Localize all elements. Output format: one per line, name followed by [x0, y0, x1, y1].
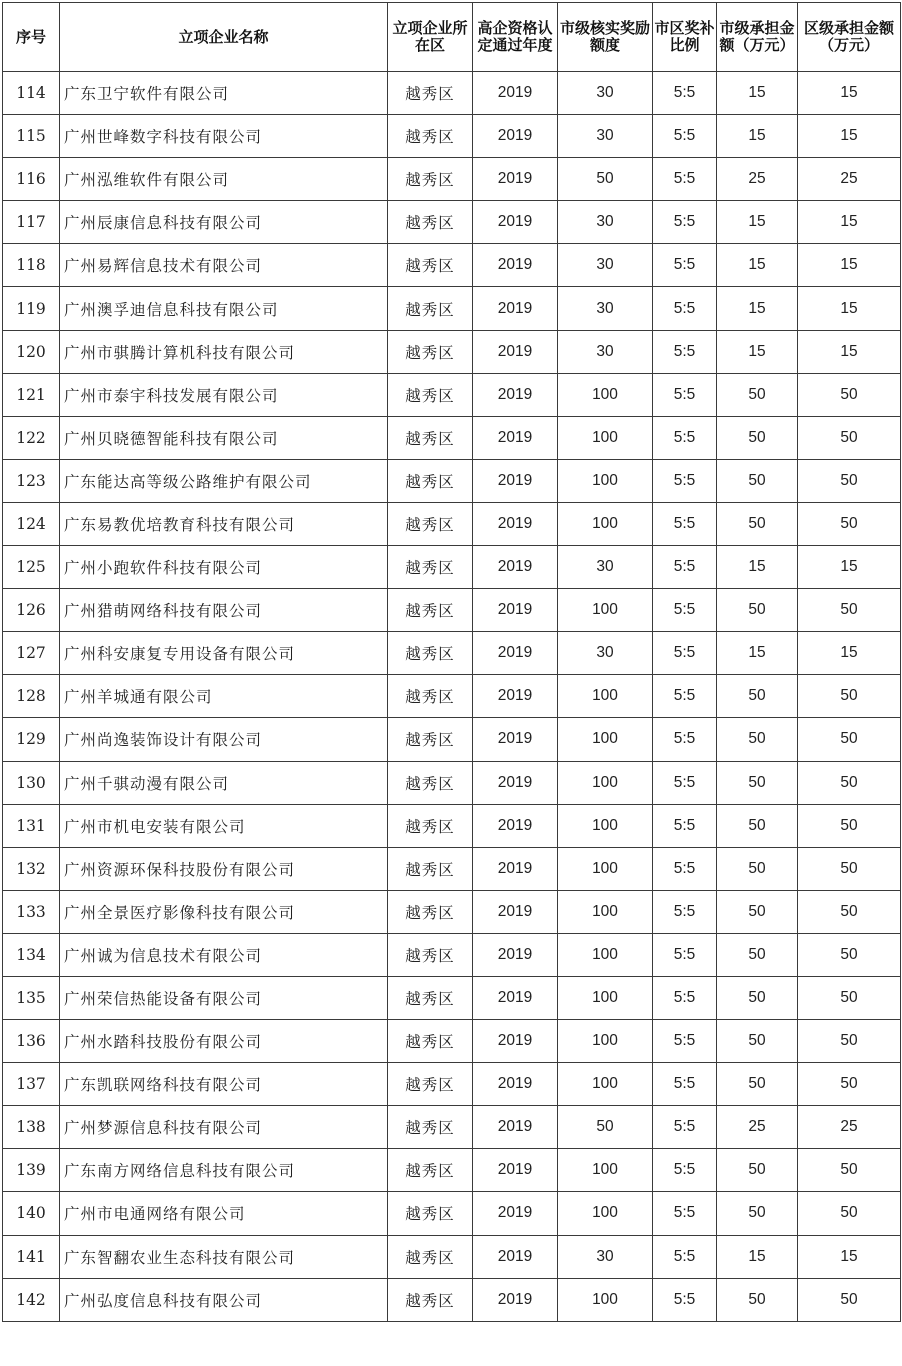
header-ratio: 市区奖补比例 [653, 3, 717, 72]
district-amount-cell: 50 [798, 1278, 901, 1321]
reward-cell: 30 [558, 201, 653, 244]
district-amount-cell: 50 [798, 416, 901, 459]
seq-cell: 132 [3, 847, 60, 890]
city-amount-cell: 15 [717, 72, 798, 115]
seq-cell: 140 [3, 1192, 60, 1235]
city-amount-cell: 15 [717, 287, 798, 330]
year-cell: 2019 [473, 115, 558, 158]
reward-cell: 100 [558, 502, 653, 545]
table-row [3, 804, 901, 847]
district-cell: 越秀区 [388, 416, 473, 459]
year-cell: 2019 [473, 1149, 558, 1192]
district-amount-cell: 50 [798, 718, 901, 761]
reward-cell: 100 [558, 675, 653, 718]
reward-cell: 30 [558, 244, 653, 287]
table-row [3, 115, 901, 158]
city-amount-cell: 50 [717, 589, 798, 632]
ratio-cell: 5:5 [653, 933, 717, 976]
city-amount-cell: 50 [717, 502, 798, 545]
ratio-cell: 5:5 [653, 1020, 717, 1063]
seq-cell: 118 [3, 244, 60, 287]
company-name-cell: 广东易教优培教育科技有限公司 [60, 502, 388, 545]
company-name-cell: 广东卫宁软件有限公司 [60, 72, 388, 115]
table-row [3, 546, 901, 589]
city-amount-cell: 50 [717, 416, 798, 459]
district-amount-cell: 50 [798, 761, 901, 804]
year-cell: 2019 [473, 675, 558, 718]
district-amount-cell: 50 [798, 589, 901, 632]
reward-cell: 30 [558, 115, 653, 158]
district-cell: 越秀区 [388, 847, 473, 890]
district-cell: 越秀区 [388, 1149, 473, 1192]
company-name-cell: 广州小跑软件科技有限公司 [60, 546, 388, 589]
company-name-cell: 广州全景医疗影像科技有限公司 [60, 890, 388, 933]
year-cell: 2019 [473, 1106, 558, 1149]
table-header [3, 3, 901, 72]
district-amount-cell: 50 [798, 1192, 901, 1235]
company-name-cell: 广州诚为信息技术有限公司 [60, 933, 388, 976]
table-row [3, 761, 901, 804]
city-amount-cell: 15 [717, 244, 798, 287]
table-row [3, 847, 901, 890]
district-cell: 越秀区 [388, 890, 473, 933]
district-cell: 越秀区 [388, 718, 473, 761]
reward-cell: 100 [558, 890, 653, 933]
table-row [3, 244, 901, 287]
district-cell: 越秀区 [388, 804, 473, 847]
table-row [3, 718, 901, 761]
ratio-cell: 5:5 [653, 201, 717, 244]
reward-cell: 100 [558, 1278, 653, 1321]
district-amount-cell: 50 [798, 502, 901, 545]
year-cell: 2019 [473, 287, 558, 330]
district-cell: 越秀区 [388, 1020, 473, 1063]
table-row [3, 1106, 901, 1149]
table-row [3, 1278, 901, 1321]
company-name-cell: 广州弘度信息科技有限公司 [60, 1278, 388, 1321]
seq-cell: 117 [3, 201, 60, 244]
district-amount-cell: 50 [798, 373, 901, 416]
company-name-cell: 广东能达高等级公路维护有限公司 [60, 459, 388, 502]
seq-cell: 115 [3, 115, 60, 158]
year-cell: 2019 [473, 416, 558, 459]
year-cell: 2019 [473, 933, 558, 976]
company-name-cell: 广州羊城通有限公司 [60, 675, 388, 718]
reward-cell: 100 [558, 847, 653, 890]
header-district-amount: 区级承担金额（万元） [798, 3, 901, 72]
city-amount-cell: 25 [717, 1106, 798, 1149]
city-amount-cell: 50 [717, 933, 798, 976]
reward-cell: 100 [558, 459, 653, 502]
district-cell: 越秀区 [388, 115, 473, 158]
year-cell: 2019 [473, 546, 558, 589]
table-row [3, 502, 901, 545]
district-cell: 越秀区 [388, 589, 473, 632]
reward-cell: 100 [558, 933, 653, 976]
year-cell: 2019 [473, 1235, 558, 1278]
table-row [3, 287, 901, 330]
district-cell: 越秀区 [388, 1278, 473, 1321]
city-amount-cell: 50 [717, 1149, 798, 1192]
seq-cell: 120 [3, 330, 60, 373]
table-row [3, 72, 901, 115]
district-amount-cell: 50 [798, 675, 901, 718]
company-name-cell: 广州易辉信息技术有限公司 [60, 244, 388, 287]
city-amount-cell: 50 [717, 847, 798, 890]
ratio-cell: 5:5 [653, 718, 717, 761]
district-amount-cell: 50 [798, 890, 901, 933]
district-amount-cell: 50 [798, 1063, 901, 1106]
reward-cell: 100 [558, 416, 653, 459]
district-cell: 越秀区 [388, 459, 473, 502]
seq-cell: 128 [3, 675, 60, 718]
company-name-cell: 广州猎萌网络科技有限公司 [60, 589, 388, 632]
year-cell: 2019 [473, 201, 558, 244]
district-cell: 越秀区 [388, 373, 473, 416]
table-row [3, 1192, 901, 1235]
reward-cell: 100 [558, 589, 653, 632]
table-row [3, 416, 901, 459]
ratio-cell: 5:5 [653, 1063, 717, 1106]
company-name-cell: 广东智翻农业生态科技有限公司 [60, 1235, 388, 1278]
city-amount-cell: 50 [717, 1192, 798, 1235]
header-city-amount: 市级承担金额（万元） [717, 3, 798, 72]
district-cell: 越秀区 [388, 632, 473, 675]
district-amount-cell: 15 [798, 201, 901, 244]
district-cell: 越秀区 [388, 976, 473, 1019]
ratio-cell: 5:5 [653, 1278, 717, 1321]
year-cell: 2019 [473, 718, 558, 761]
seq-cell: 129 [3, 718, 60, 761]
table-row [3, 1063, 901, 1106]
ratio-cell: 5:5 [653, 804, 717, 847]
city-amount-cell: 50 [717, 1020, 798, 1063]
district-amount-cell: 15 [798, 632, 901, 675]
district-cell: 越秀区 [388, 1106, 473, 1149]
year-cell: 2019 [473, 459, 558, 502]
seq-cell: 116 [3, 158, 60, 201]
year-cell: 2019 [473, 502, 558, 545]
district-cell: 越秀区 [388, 502, 473, 545]
table-row [3, 1235, 901, 1278]
district-cell: 越秀区 [388, 1063, 473, 1106]
district-cell: 越秀区 [388, 330, 473, 373]
district-cell: 越秀区 [388, 1235, 473, 1278]
reward-cell: 100 [558, 1020, 653, 1063]
city-amount-cell: 15 [717, 330, 798, 373]
ratio-cell: 5:5 [653, 158, 717, 201]
district-cell: 越秀区 [388, 244, 473, 287]
reward-cell: 100 [558, 804, 653, 847]
ratio-cell: 5:5 [653, 847, 717, 890]
company-name-cell: 广州泓维软件有限公司 [60, 158, 388, 201]
company-name-cell: 广州市电通网络有限公司 [60, 1192, 388, 1235]
seq-cell: 141 [3, 1235, 60, 1278]
city-amount-cell: 50 [717, 1063, 798, 1106]
seq-cell: 121 [3, 373, 60, 416]
seq-cell: 135 [3, 976, 60, 1019]
ratio-cell: 5:5 [653, 890, 717, 933]
seq-cell: 122 [3, 416, 60, 459]
year-cell: 2019 [473, 158, 558, 201]
year-cell: 2019 [473, 1278, 558, 1321]
district-amount-cell: 15 [798, 115, 901, 158]
city-amount-cell: 50 [717, 976, 798, 1019]
table-row [3, 1149, 901, 1192]
reward-cell: 100 [558, 373, 653, 416]
company-name-cell: 广东凯联网络科技有限公司 [60, 1063, 388, 1106]
table-row [3, 589, 901, 632]
city-amount-cell: 50 [717, 675, 798, 718]
seq-cell: 136 [3, 1020, 60, 1063]
company-name-cell: 广州荣信热能设备有限公司 [60, 976, 388, 1019]
company-name-cell: 广州市泰宇科技发展有限公司 [60, 373, 388, 416]
table-row [3, 675, 901, 718]
header-company-name: 立项企业名称 [60, 3, 388, 72]
district-amount-cell: 15 [798, 330, 901, 373]
city-amount-cell: 15 [717, 201, 798, 244]
city-amount-cell: 50 [717, 761, 798, 804]
district-amount-cell: 50 [798, 847, 901, 890]
ratio-cell: 5:5 [653, 502, 717, 545]
ratio-cell: 5:5 [653, 416, 717, 459]
year-cell: 2019 [473, 72, 558, 115]
table-row [3, 459, 901, 502]
reward-cell: 100 [558, 718, 653, 761]
district-amount-cell: 15 [798, 1235, 901, 1278]
district-cell: 越秀区 [388, 72, 473, 115]
ratio-cell: 5:5 [653, 330, 717, 373]
reward-cell: 30 [558, 330, 653, 373]
ratio-cell: 5:5 [653, 1235, 717, 1278]
seq-cell: 137 [3, 1063, 60, 1106]
table-row [3, 976, 901, 1019]
reward-cell: 100 [558, 1063, 653, 1106]
reward-cell: 30 [558, 287, 653, 330]
ratio-cell: 5:5 [653, 589, 717, 632]
reward-cell: 30 [558, 546, 653, 589]
table-row [3, 330, 901, 373]
district-amount-cell: 15 [798, 546, 901, 589]
header-district: 立项企业所在区 [388, 3, 473, 72]
table-row [3, 890, 901, 933]
company-name-cell: 广州辰康信息科技有限公司 [60, 201, 388, 244]
city-amount-cell: 50 [717, 1278, 798, 1321]
seq-cell: 134 [3, 933, 60, 976]
district-cell: 越秀区 [388, 546, 473, 589]
city-amount-cell: 50 [717, 890, 798, 933]
reward-cell: 50 [558, 1106, 653, 1149]
district-amount-cell: 25 [798, 1106, 901, 1149]
award-table [2, 2, 901, 1322]
seq-cell: 138 [3, 1106, 60, 1149]
district-amount-cell: 50 [798, 459, 901, 502]
city-amount-cell: 50 [717, 459, 798, 502]
company-name-cell: 广州千骐动漫有限公司 [60, 761, 388, 804]
year-cell: 2019 [473, 244, 558, 287]
year-cell: 2019 [473, 890, 558, 933]
header-seq: 序号 [3, 3, 60, 72]
reward-cell: 100 [558, 976, 653, 1019]
ratio-cell: 5:5 [653, 373, 717, 416]
seq-cell: 139 [3, 1149, 60, 1192]
reward-cell: 30 [558, 1235, 653, 1278]
seq-cell: 142 [3, 1278, 60, 1321]
seq-cell: 114 [3, 72, 60, 115]
seq-cell: 133 [3, 890, 60, 933]
ratio-cell: 5:5 [653, 115, 717, 158]
seq-cell: 123 [3, 459, 60, 502]
table-row [3, 1020, 901, 1063]
district-cell: 越秀区 [388, 287, 473, 330]
seq-cell: 130 [3, 761, 60, 804]
header-certification-year: 高企资格认定通过年度 [473, 3, 558, 72]
district-amount-cell: 50 [798, 933, 901, 976]
table-row [3, 201, 901, 244]
table-row [3, 933, 901, 976]
district-cell: 越秀区 [388, 201, 473, 244]
district-amount-cell: 50 [798, 1149, 901, 1192]
reward-cell: 100 [558, 1192, 653, 1235]
city-amount-cell: 15 [717, 546, 798, 589]
company-name-cell: 广州市机电安装有限公司 [60, 804, 388, 847]
company-name-cell: 广州资源环保科技股份有限公司 [60, 847, 388, 890]
district-amount-cell: 15 [798, 287, 901, 330]
ratio-cell: 5:5 [653, 1192, 717, 1235]
ratio-cell: 5:5 [653, 761, 717, 804]
header-reward-amount: 市级核实奖励额度 [558, 3, 653, 72]
ratio-cell: 5:5 [653, 675, 717, 718]
year-cell: 2019 [473, 1192, 558, 1235]
reward-cell: 100 [558, 1149, 653, 1192]
district-cell: 越秀区 [388, 158, 473, 201]
company-name-cell: 广州尚逸装饰设计有限公司 [60, 718, 388, 761]
district-amount-cell: 15 [798, 244, 901, 287]
seq-cell: 127 [3, 632, 60, 675]
year-cell: 2019 [473, 589, 558, 632]
ratio-cell: 5:5 [653, 244, 717, 287]
city-amount-cell: 15 [717, 1235, 798, 1278]
company-name-cell: 广州澳孚迪信息科技有限公司 [60, 287, 388, 330]
company-name-cell: 广州水踏科技股份有限公司 [60, 1020, 388, 1063]
ratio-cell: 5:5 [653, 459, 717, 502]
district-cell: 越秀区 [388, 761, 473, 804]
ratio-cell: 5:5 [653, 72, 717, 115]
seq-cell: 124 [3, 502, 60, 545]
company-name-cell: 广州贝晓德智能科技有限公司 [60, 416, 388, 459]
table-row [3, 632, 901, 675]
seq-cell: 131 [3, 804, 60, 847]
table-row [3, 158, 901, 201]
ratio-cell: 5:5 [653, 287, 717, 330]
year-cell: 2019 [473, 976, 558, 1019]
district-amount-cell: 50 [798, 804, 901, 847]
reward-cell: 50 [558, 158, 653, 201]
city-amount-cell: 25 [717, 158, 798, 201]
district-amount-cell: 50 [798, 1020, 901, 1063]
year-cell: 2019 [473, 1063, 558, 1106]
company-name-cell: 广州梦源信息科技有限公司 [60, 1106, 388, 1149]
year-cell: 2019 [473, 632, 558, 675]
ratio-cell: 5:5 [653, 546, 717, 589]
district-cell: 越秀区 [388, 933, 473, 976]
ratio-cell: 5:5 [653, 1106, 717, 1149]
district-cell: 越秀区 [388, 1192, 473, 1235]
company-name-cell: 广东南方网络信息科技有限公司 [60, 1149, 388, 1192]
company-name-cell: 广州世峰数字科技有限公司 [60, 115, 388, 158]
year-cell: 2019 [473, 847, 558, 890]
ratio-cell: 5:5 [653, 632, 717, 675]
year-cell: 2019 [473, 761, 558, 804]
year-cell: 2019 [473, 373, 558, 416]
district-amount-cell: 50 [798, 976, 901, 1019]
city-amount-cell: 15 [717, 115, 798, 158]
city-amount-cell: 15 [717, 632, 798, 675]
district-amount-cell: 15 [798, 72, 901, 115]
city-amount-cell: 50 [717, 718, 798, 761]
reward-cell: 100 [558, 761, 653, 804]
seq-cell: 119 [3, 287, 60, 330]
table-row [3, 373, 901, 416]
company-name-cell: 广州科安康复专用设备有限公司 [60, 632, 388, 675]
district-amount-cell: 25 [798, 158, 901, 201]
reward-cell: 30 [558, 632, 653, 675]
year-cell: 2019 [473, 1020, 558, 1063]
seq-cell: 126 [3, 589, 60, 632]
reward-cell: 30 [558, 72, 653, 115]
year-cell: 2019 [473, 330, 558, 373]
header-row [3, 3, 901, 72]
city-amount-cell: 50 [717, 804, 798, 847]
company-name-cell: 广州市骐腾计算机科技有限公司 [60, 330, 388, 373]
table-body [3, 72, 901, 1322]
ratio-cell: 5:5 [653, 976, 717, 1019]
seq-cell: 125 [3, 546, 60, 589]
year-cell: 2019 [473, 804, 558, 847]
ratio-cell: 5:5 [653, 1149, 717, 1192]
city-amount-cell: 50 [717, 373, 798, 416]
district-cell: 越秀区 [388, 675, 473, 718]
